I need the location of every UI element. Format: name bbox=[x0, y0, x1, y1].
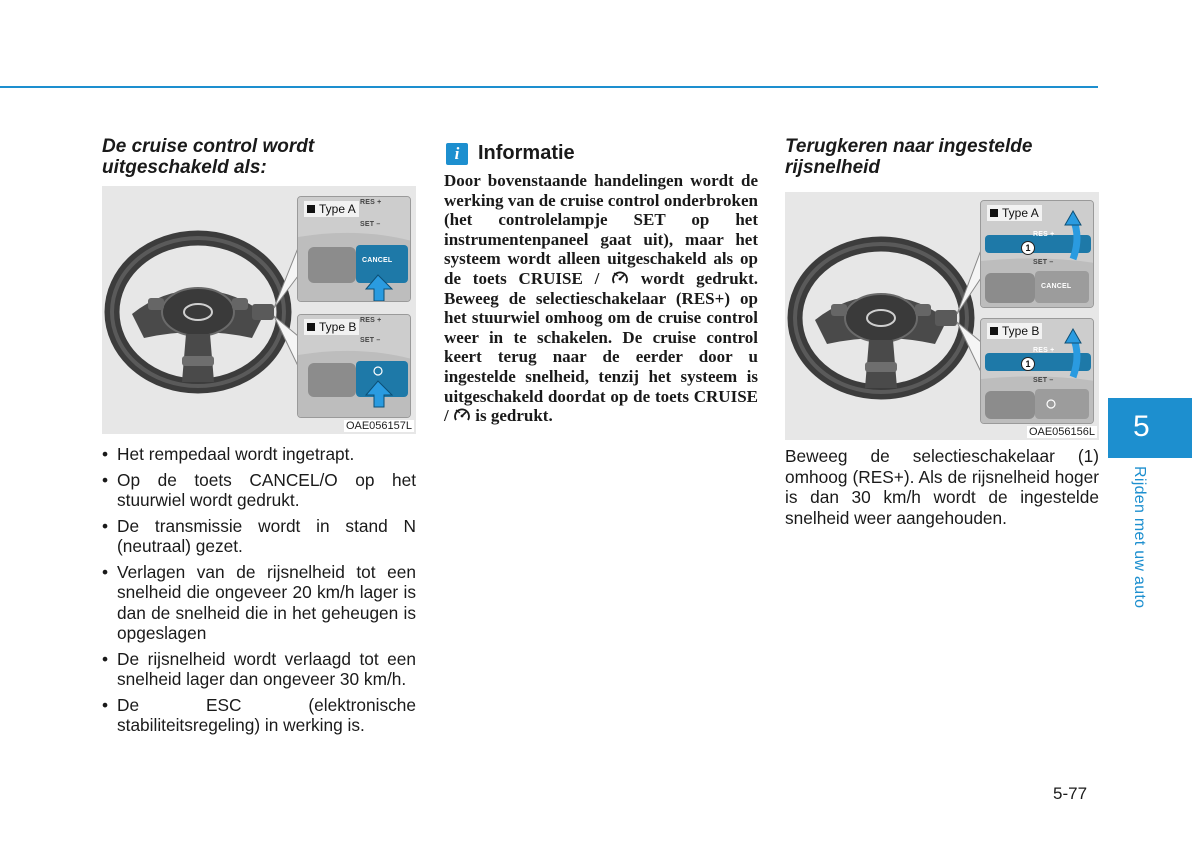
list-item: • De transmissie wordt in stand N (neutraal) gezet. bbox=[102, 515, 416, 556]
cruise-control-icon bbox=[611, 270, 629, 286]
type-b-label: Type B bbox=[987, 323, 1042, 339]
inset-type-b bbox=[297, 314, 411, 418]
res-label-b: RES + bbox=[360, 317, 382, 324]
res-label: RES + bbox=[1033, 231, 1055, 238]
type-b-label: Type B bbox=[304, 319, 359, 335]
left-column bbox=[102, 136, 416, 741]
list-item: • Op de toets CANCEL/O op het stuurwiel wordt gedrukt. bbox=[102, 469, 416, 510]
info-title: Informatie bbox=[478, 142, 575, 164]
list-item: • De ESC (elektronische stabiliteitsregeling) in werking is. bbox=[102, 694, 416, 735]
marker-1-b: 1 bbox=[1021, 357, 1035, 371]
cancel-label: CANCEL bbox=[362, 257, 393, 264]
set-label: SET – bbox=[1033, 259, 1054, 266]
section-heading-resume: Terugkeren naar ingestelde rijsnelheid bbox=[785, 136, 1033, 178]
chapter-number: 5 bbox=[1133, 410, 1150, 443]
resume-paragraph: Beweeg de selectieschakelaar (1) omhoog (RES+). Als de rijsnelheid hoger is dan 30 km/h wordt de ingestelde snelheid weer aangehouden. bbox=[785, 446, 1099, 528]
header-rule bbox=[0, 86, 1098, 88]
figure-code: OAE056157L bbox=[345, 420, 412, 432]
steering-wheel-figure-resume bbox=[785, 192, 1099, 440]
deactivation-list bbox=[102, 444, 416, 736]
inset-type-a-resume bbox=[980, 200, 1094, 308]
set-label-b: SET – bbox=[360, 337, 381, 344]
marker-1: 1 bbox=[1021, 241, 1035, 255]
list-item: • Verlagen van de rijsnelheid tot een snelheid die ongeveer 20 km/h lager is dan de snelheid die in het geheugen is opgeslagen bbox=[102, 561, 416, 643]
info-header bbox=[446, 142, 758, 165]
cancel-label: CANCEL bbox=[1041, 283, 1072, 290]
page-number: 5-77 bbox=[1053, 784, 1088, 803]
chapter-title: Rijden met uw auto bbox=[1131, 466, 1148, 609]
set-label: SET – bbox=[360, 221, 381, 228]
set-label-b: SET – bbox=[1033, 377, 1054, 384]
list-item: • De rijsnelheid wordt verlaagd tot een snelheid lager dan ongeveer 30 km/h. bbox=[102, 648, 416, 689]
inset-type-a bbox=[297, 196, 411, 302]
list-item: • Het rempedaal wordt ingetrapt. bbox=[102, 444, 355, 464]
inset-type-b-resume bbox=[980, 318, 1094, 424]
info-body: Door bovenstaande handelingen wordt de werking van de cruise control onderbroken (het controlelampje SET op het instrumentenpaneel gaat uit), maar het systeem wordt alleen uitgeschakeld als op de toets CRUISE / wordt gedrukt. Beweeg de selectieschakelaar (RES+) op het stuurwiel omhoog om de cruise control weer in te schakelen. De cruise control keert terug naar de eerder door u ingestelde snelheid, tenzij het systeem is uitgeschakeld doordat op de toets CRUISE / is gedrukt. bbox=[444, 171, 759, 426]
right-column bbox=[785, 136, 1099, 528]
chapter-tab bbox=[1108, 398, 1192, 458]
information-box bbox=[444, 142, 758, 426]
figure-code: OAE056156L bbox=[1028, 426, 1095, 438]
info-icon: i bbox=[446, 143, 468, 165]
cruise-control-icon bbox=[453, 407, 471, 423]
res-label-b: RES + bbox=[1033, 347, 1055, 354]
type-a-label: Type A bbox=[987, 205, 1042, 221]
steering-wheel-figure-cancel bbox=[102, 186, 416, 434]
type-a-label: Type A bbox=[304, 201, 359, 217]
section-heading-deactivation: De cruise control wordt uitgeschakeld als: bbox=[102, 136, 315, 178]
res-label: RES + bbox=[360, 199, 382, 206]
